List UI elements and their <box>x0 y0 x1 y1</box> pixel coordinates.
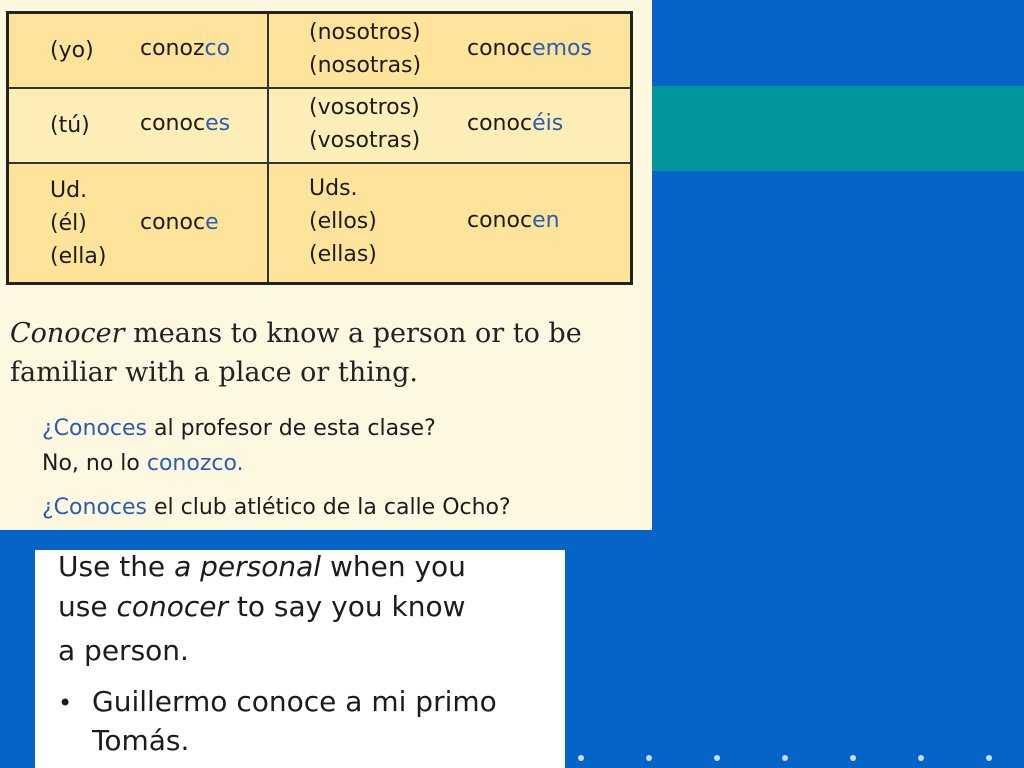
pronoun-uds: Uds. (ellos) (ellas) <box>309 176 377 267</box>
verb-form-vosotros: conocéis <box>467 111 564 136</box>
verb-form-ud: conoce <box>140 210 219 235</box>
decorative-dot <box>986 755 992 761</box>
definition-text <box>10 314 630 392</box>
usage-note-box <box>35 550 565 768</box>
column-divider <box>267 89 269 162</box>
table-row <box>9 89 630 164</box>
verb-form-tu: conoces <box>140 111 231 136</box>
pronoun-vosotros: (vosotros) (vosotras) <box>309 95 421 153</box>
decorative-dot <box>918 755 924 761</box>
content-panel <box>0 0 652 530</box>
column-divider <box>267 164 269 282</box>
note-line-3: a person. <box>58 634 189 667</box>
teal-band <box>652 86 1024 171</box>
column-divider <box>267 14 269 87</box>
example-sentence-1: ¿Conoces al profesor de esta clase? <box>42 416 436 441</box>
decorative-dot <box>714 755 720 761</box>
table-row <box>9 164 630 282</box>
note-example-line-1: Guillermo conoce a mi primo <box>92 685 497 718</box>
decorative-dot <box>850 755 856 761</box>
pronoun-ud: Ud. (él) (ella) <box>50 178 107 269</box>
note-example-line-2: Tomás. <box>92 724 190 757</box>
definition-rest: means to know a person or to be familiar with a place or thing. <box>10 318 582 388</box>
pronoun-tu: (tú) <box>50 113 90 138</box>
example-sentence-3: ¿Conoces el club atlético de la calle Ocho? <box>42 495 511 520</box>
verb-form-nosotros: conocemos <box>467 36 592 61</box>
pronoun-yo: (yo) <box>50 38 94 63</box>
decorative-dot <box>578 755 584 761</box>
decorative-dot <box>646 755 652 761</box>
pronoun-nosotros: (nosotros) (nosotras) <box>309 20 422 78</box>
verb-form-yo: conozco <box>140 36 231 61</box>
note-line-1: Use the a personal when you <box>58 550 466 583</box>
bullet-icon: • <box>58 689 73 717</box>
decorative-dot <box>782 755 788 761</box>
note-line-2: use conocer to say you know <box>58 590 466 623</box>
table-row <box>9 14 630 89</box>
conjugation-table <box>6 11 633 285</box>
definition-verb: Conocer <box>10 318 125 349</box>
example-sentence-2: No, no lo conozco. <box>42 451 244 476</box>
verb-form-uds: conocen <box>467 208 560 233</box>
